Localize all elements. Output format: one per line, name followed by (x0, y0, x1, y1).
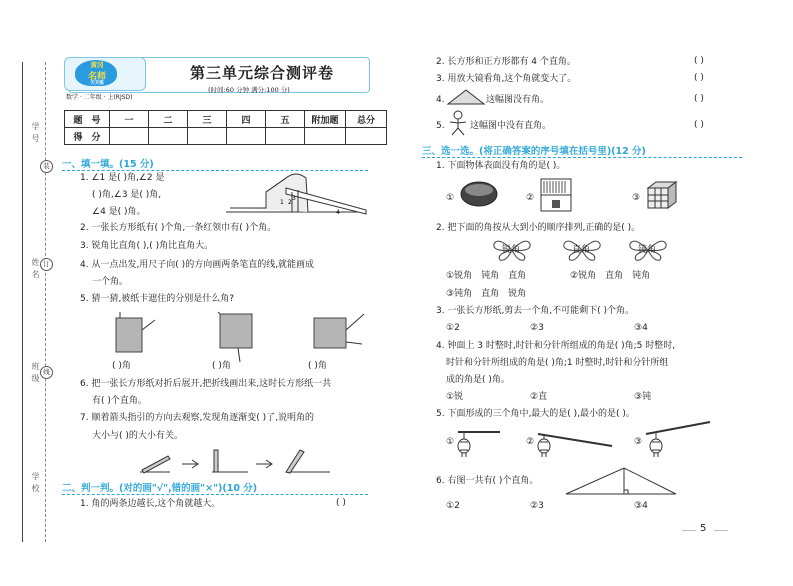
s3-q6-opt3[interactable]: ③4 (634, 501, 648, 511)
slide-angle-label: 3 (292, 195, 296, 202)
s3-q4-opt1[interactable]: ①锐 (446, 392, 464, 402)
section3-title: 三、选一选。(将正确答案的序号填在括号里)(12 分) (422, 146, 646, 157)
s3-q2-opt2[interactable]: ②锐角 直角 钝角 (570, 271, 651, 281)
s3-q3-opt3[interactable]: ③4 (634, 323, 648, 333)
binding-label-hao: 号 (31, 134, 40, 142)
s2-q2: 2. 长方形和正方形都有 4 个直角。 (436, 57, 576, 67)
hidden-angle-card-1 (100, 310, 160, 360)
score-header-row (65, 111, 387, 128)
hidden-angle-card-2 (210, 310, 270, 364)
score-row-label: 得 分 (65, 128, 110, 145)
binding-label-xiao: 校 (31, 484, 40, 492)
s2-q5: 5. (436, 121, 445, 131)
binding-label-xing: 姓 (31, 258, 40, 266)
s2-q2-answer[interactable]: ( ) (694, 56, 704, 66)
round-box-icon (460, 180, 498, 208)
binding-label-xue2: 学 (31, 472, 40, 480)
score-header-cell: 总分 (346, 111, 387, 128)
hidden-angle-card-3 (308, 310, 368, 360)
s3-q1-opt1[interactable]: ① (446, 193, 455, 203)
s1-q1-line2: ( )角,∠3 是( )角, (92, 190, 162, 200)
binding-dashed-line (45, 62, 46, 542)
s2-q4-text: 这幅图没有角。 (486, 95, 550, 105)
binding-label-ban: 班 (31, 362, 40, 370)
s3-q5-opt2[interactable]: ② (526, 437, 535, 447)
score-cell[interactable] (227, 128, 266, 145)
s3-q1-opt3[interactable]: ③ (632, 193, 641, 203)
s1-q1-line3: ∠4 是( )角。 (92, 207, 146, 217)
binding-line (22, 62, 23, 542)
s2-q1-answer[interactable]: ( ) (336, 498, 346, 508)
score-cell[interactable] (110, 128, 149, 145)
s3-q2-opt3[interactable]: ③钝角 直角 锐角 (446, 289, 527, 299)
score-header-cell: 题 号 (65, 111, 110, 128)
page-number-dash-right (714, 530, 728, 531)
s1-q4-line2: 一个角。 (92, 277, 129, 287)
subject-label: 数学 · 二年级 · 上(RJSD) (66, 94, 133, 101)
s3-q4-line3: 成的角是( )角。 (446, 375, 510, 385)
lantern-angle-2 (536, 424, 616, 458)
s2-q1: 1. 角的两条边越长,这个角就越大。 (80, 499, 221, 509)
lantern-angle-3 (644, 420, 714, 460)
s3-q4-line1: 4. 钟面上 3 时整时,时针和分针所组成的角是( )角;5 时整时, (436, 341, 676, 351)
score-header-cell: 四 (227, 111, 266, 128)
triangle-figure (446, 88, 486, 108)
section3-underline (422, 157, 742, 158)
opening-angle-figures (140, 446, 350, 476)
s1-q2: 2. 一张长方形纸有( )个角,一条红领巾有( )个角。 (80, 223, 277, 233)
section2-title: 二、判一判。(对的画"√",错的画"×")(10 分) (62, 483, 258, 494)
s1-q5-answer-2[interactable]: ( )角 (212, 361, 231, 371)
score-header-cell: 一 (110, 111, 149, 128)
s3-q5: 5. 下面形成的三个角中,最大的是( ),最小的是( )。 (436, 409, 635, 419)
exam-meta: (时间:60 分钟 满分:100 分) (208, 86, 290, 94)
score-cell[interactable] (188, 128, 227, 145)
logo-tag-text: 天天练 (90, 81, 104, 86)
page-number: 5 (700, 523, 707, 534)
s3-q6-opt1[interactable]: ①2 (446, 501, 460, 511)
score-cell[interactable] (149, 128, 188, 145)
seal-ding: 订 (40, 258, 53, 271)
logo (64, 57, 146, 91)
seal-zhuang: 装 (40, 160, 53, 173)
score-value-row (65, 128, 387, 145)
s2-q4: 4. (436, 95, 445, 105)
binding-label-ji: 级 (31, 374, 40, 382)
slide-angle-label: 2 (288, 199, 292, 206)
butterfly-label-acute: 锐角 (502, 245, 521, 255)
score-cell[interactable] (346, 128, 387, 145)
slide-angle-label: 4 (336, 209, 340, 216)
s2-q3-answer[interactable]: ( ) (694, 73, 704, 83)
section2-underline (62, 494, 368, 495)
s2-q4-answer[interactable]: ( ) (694, 94, 704, 104)
s3-q1: 1. 下面物体表面没有角的是( )。 (436, 161, 566, 171)
s2-q5-answer[interactable]: ( ) (694, 120, 704, 130)
s3-q4-opt3[interactable]: ③钝 (634, 392, 652, 402)
s3-q2: 2. 把下面的角按从大到小的顺序排列,正确的是( )。 (436, 223, 641, 233)
score-header-cell: 附加题 (305, 111, 346, 128)
s3-q1-opt2[interactable]: ② (526, 193, 535, 203)
s1-q6-line1: 6. 把一张长方形纸对折后展开,把折线画出来,这时长方形纸一共 (80, 379, 332, 389)
s3-q4-line2: 时针和分针所组成的角是( )角;1 时整时,时针和分针所组 (446, 358, 669, 368)
page-number-dash-left (682, 530, 696, 531)
s2-q3: 3. 用放大镜看角,这个角就变大了。 (436, 74, 577, 84)
s3-q6-opt2[interactable]: ②3 (530, 501, 544, 511)
seal-xian: 线 (40, 366, 53, 379)
person-figure (446, 110, 470, 136)
s3-q3: 3. 一张长方形纸,剪去一个角,不可能剩下( )个角。 (436, 306, 635, 316)
right-triangle-figure (564, 466, 678, 496)
cube-icon (646, 180, 678, 210)
slide-figure (226, 170, 376, 220)
s1-q7-line2: 大小与( )的大小有关。 (92, 431, 183, 441)
s3-q5-opt1[interactable]: ① (446, 437, 455, 447)
bookshelf-icon (540, 178, 572, 212)
s3-q6: 6. 右图一共有( )个直角。 (436, 476, 539, 486)
slide-angle-label: 1 (280, 199, 284, 206)
score-header-cell: 二 (149, 111, 188, 128)
section1-title: 一、填一填。(15 分) (62, 159, 154, 170)
s1-q5: 5. 猜一猜,被纸卡遮住的分别是什么角? (80, 294, 235, 304)
score-table (64, 110, 387, 145)
s3-q2-opt1[interactable]: ①锐角 钝角 直角 (446, 271, 527, 281)
score-cell[interactable] (305, 128, 346, 145)
s1-q7-line1: 7. 顺着箭头指引的方向去观察,发现角逐渐变( )了,说明角的 (80, 413, 315, 423)
logo-main-text: 名师 (87, 72, 106, 82)
score-header-cell: 五 (266, 111, 305, 128)
s3-q5-opt3[interactable]: ③ (634, 437, 643, 447)
s3-q3-opt2[interactable]: ②3 (530, 323, 544, 333)
page-title: 第三单元综合测评卷 (190, 64, 335, 82)
s1-q5-answer-1[interactable]: ( )角 (112, 361, 131, 371)
s1-q4-line1: 4. 从一点出发,用尺子向( )的方向画两条笔直的线,就能画成 (80, 260, 315, 270)
binding-label-xue: 学 (31, 122, 40, 130)
s1-q3: 3. 锐角比直角( ),( )角比直角大。 (80, 241, 214, 251)
s2-q5-text: 这幅图中没有直角。 (470, 121, 552, 131)
butterfly-label-obtuse: 钝角 (638, 245, 657, 255)
score-cell[interactable] (266, 128, 305, 145)
score-header-cell: 三 (188, 111, 227, 128)
lantern-angle-1 (456, 426, 502, 460)
s3-q4-opt2[interactable]: ②直 (530, 392, 548, 402)
s1-q1-line1: 1. ∠1 是( )角,∠2 是 (80, 173, 165, 183)
logo-top-text: 黄冈 (90, 61, 104, 69)
s3-q3-opt1[interactable]: ①2 (446, 323, 460, 333)
butterfly-label-right: 直角 (572, 245, 591, 255)
binding-label-ming: 名 (31, 270, 40, 278)
s1-q6-line2: 有( )个直角。 (92, 396, 147, 406)
s1-q5-answer-3[interactable]: ( )角 (308, 361, 327, 371)
